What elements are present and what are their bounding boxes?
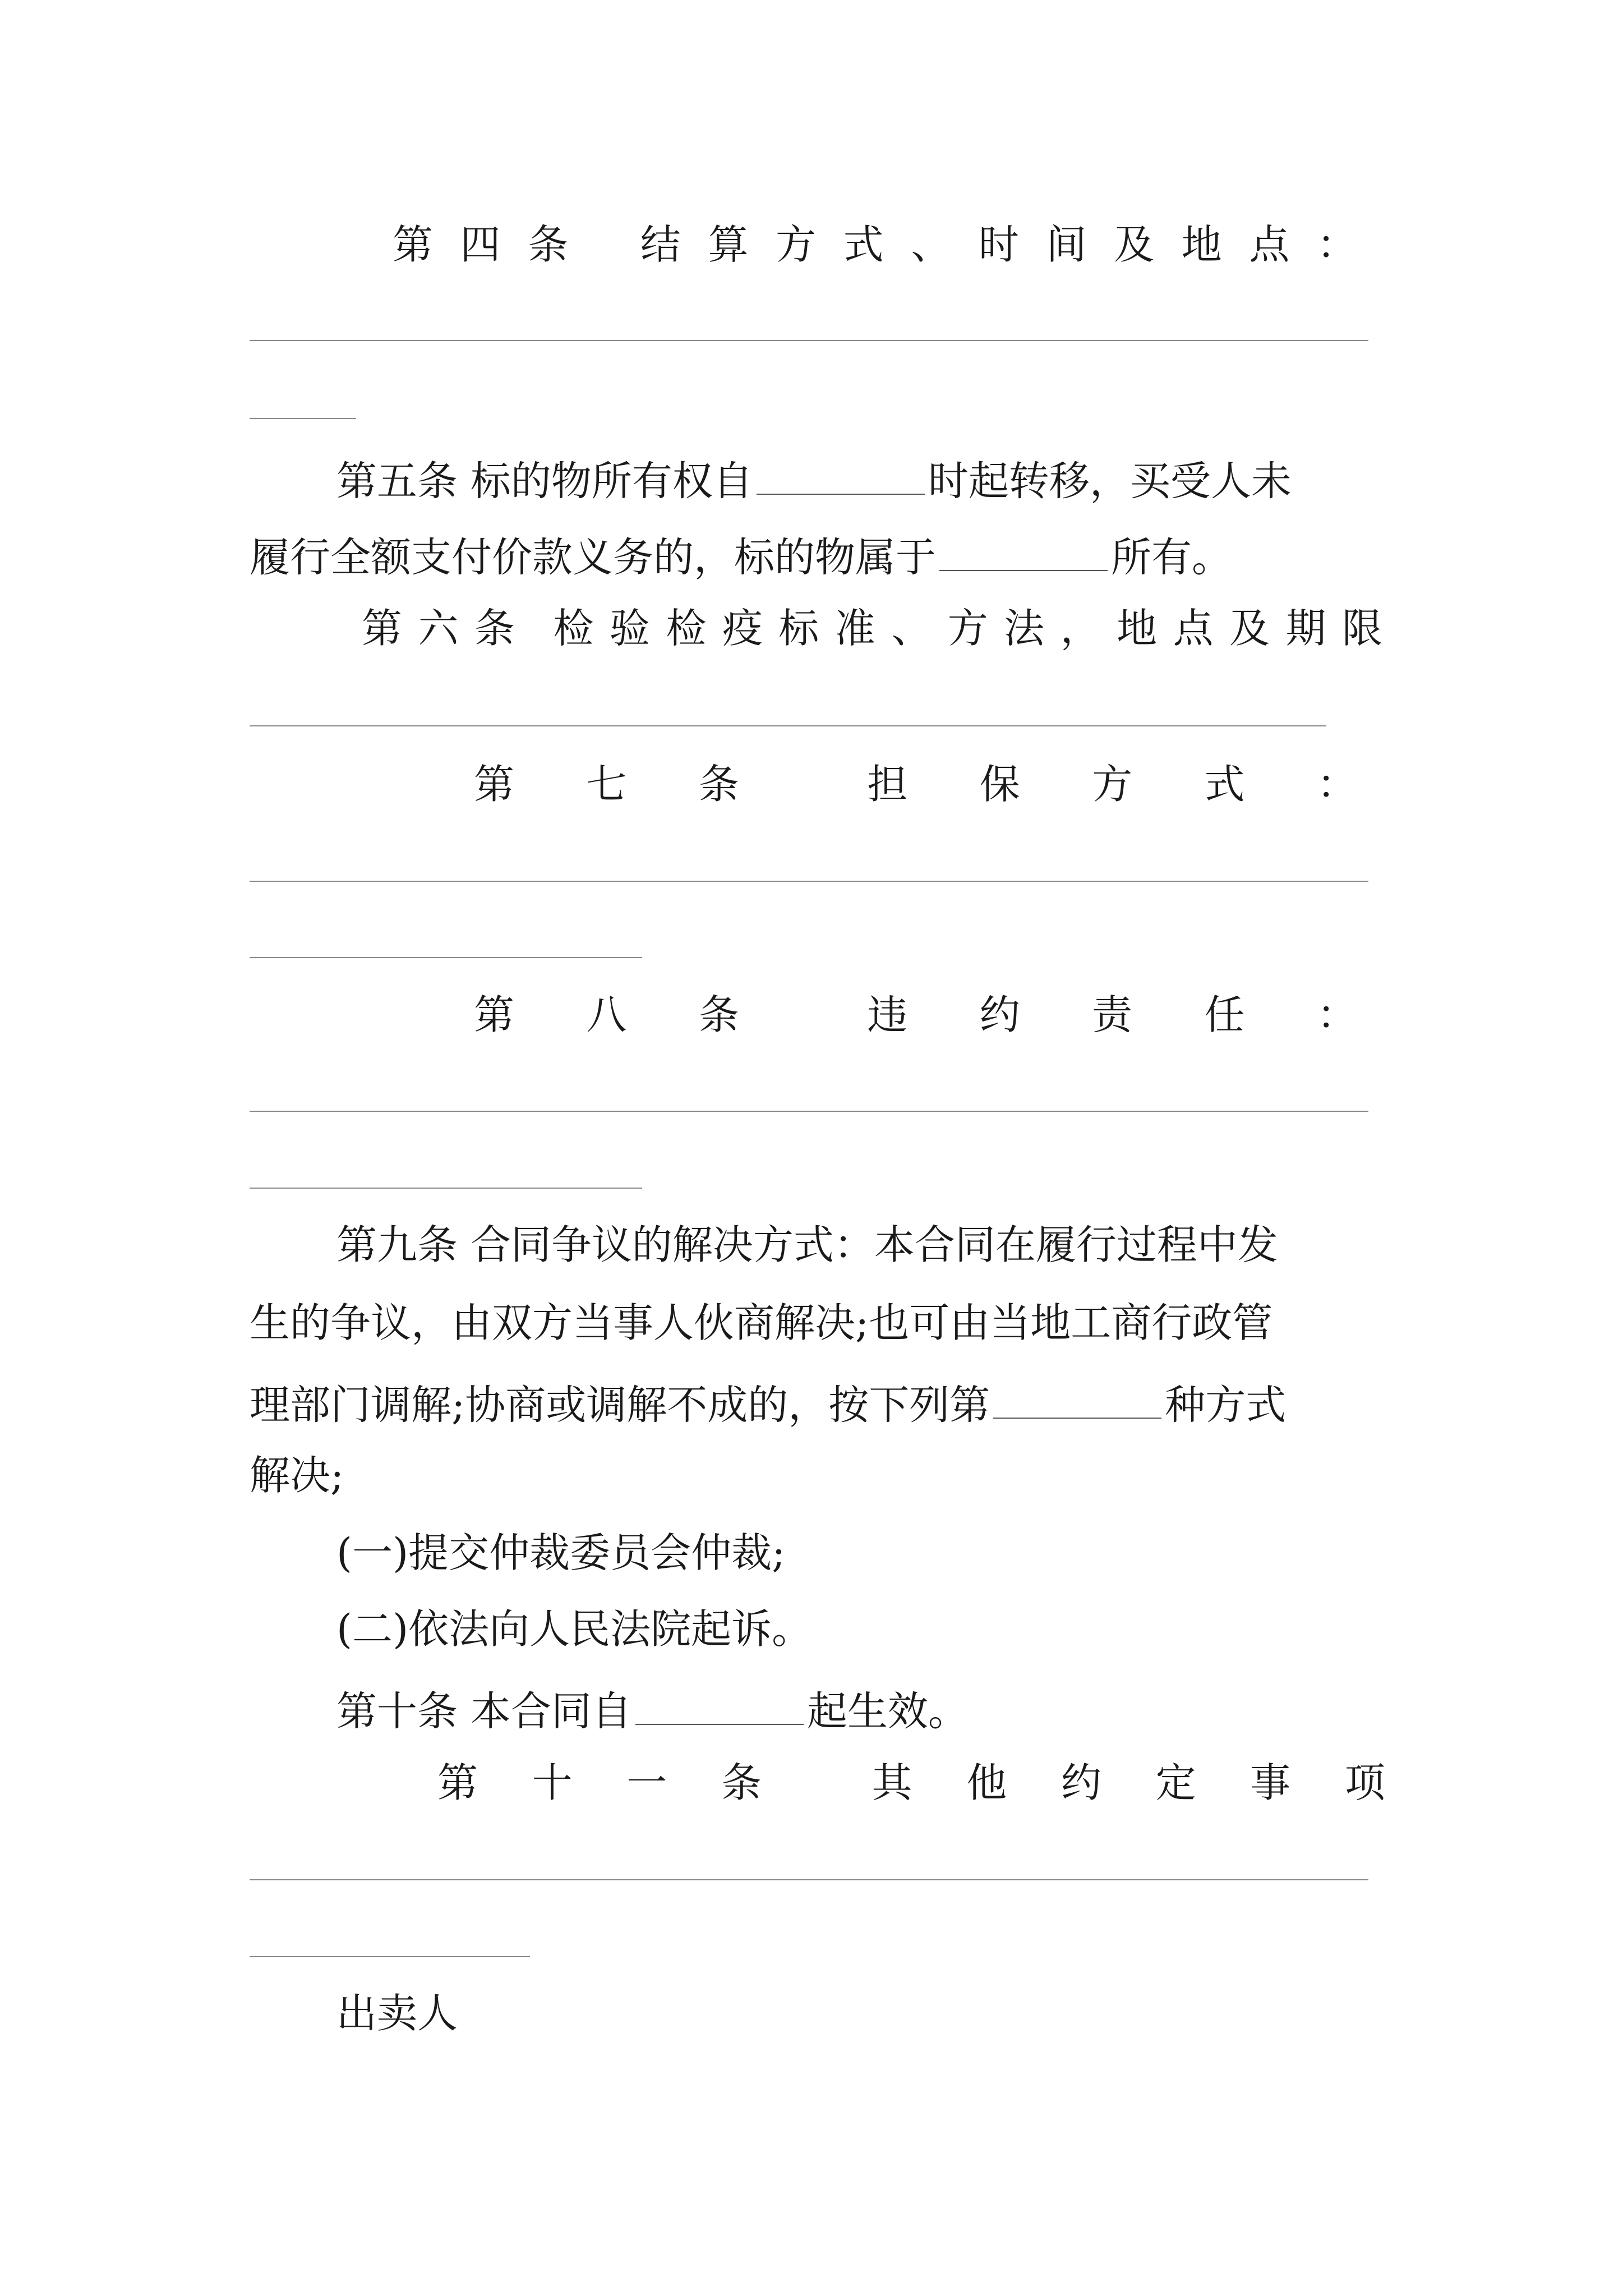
heading-char: 担 <box>867 761 908 808</box>
fill-in-rule <box>250 1879 1368 1880</box>
heading-char: 十 <box>532 1759 573 1806</box>
heading-char: 其 <box>872 1759 912 1806</box>
article5-line1: 第五条 标的物所有权自 时起转移，买受人未 <box>336 455 1292 501</box>
article9-line3: 理部门调解;协商或调解不成的，按下列第 种方式 <box>250 1379 1286 1425</box>
heading-char: 任 <box>1204 991 1245 1038</box>
blank-field[interactable] <box>993 1379 1161 1419</box>
heading-char: 条 <box>698 761 739 808</box>
heading-char: 间 <box>1046 221 1087 268</box>
heading-char: 方 <box>776 221 817 268</box>
heading-char: 第 <box>437 1759 478 1806</box>
heading-char: 方 <box>1092 761 1133 808</box>
heading-char: 约 <box>979 991 1020 1038</box>
heading-char: 第 <box>474 761 515 808</box>
heading-char: 式 <box>843 221 884 268</box>
heading-char: 项 <box>1344 1759 1385 1806</box>
heading-char: 时 <box>978 221 1019 268</box>
heading-char: 点 <box>1173 605 1214 652</box>
heading-char: 及 <box>1229 605 1270 652</box>
fill-in-rule <box>250 881 1368 882</box>
heading-char: 定 <box>1155 1759 1196 1806</box>
heading-char: 验 <box>609 605 650 652</box>
heading-char: 保 <box>979 761 1020 808</box>
heading-char: ， <box>1060 605 1101 652</box>
fill-in-rule <box>250 1188 642 1189</box>
heading-char: 地 <box>1181 221 1222 268</box>
heading-char: 违 <box>867 991 908 1038</box>
heading-char: 第 <box>474 991 515 1038</box>
blank-field[interactable] <box>939 532 1108 571</box>
seller-label: 出卖人 <box>336 1990 458 2037</box>
heading-char: 六 <box>418 605 459 652</box>
fill-in-rule <box>250 418 356 419</box>
article9-line1: 第九条 合同争议的解决方式：本合同在履行过程中发 <box>336 1221 1278 1268</box>
fill-in-rule <box>250 340 1368 341</box>
heading-char: 准 <box>834 605 875 652</box>
heading-char: 结 <box>640 221 681 268</box>
heading-char: 七 <box>586 761 627 808</box>
article4-heading <box>393 221 1357 268</box>
heading-char: 点 <box>1249 221 1290 268</box>
heading-char: 责 <box>1092 991 1133 1038</box>
heading-char: 检 <box>553 605 594 652</box>
article9-line4: 解决; <box>250 1452 344 1499</box>
heading-char: 第 <box>393 221 434 268</box>
article9-option2: (二)依法向人民法院起诉。 <box>336 1605 813 1653</box>
heading-char: 、 <box>891 605 932 652</box>
heading-char: 第 <box>362 605 403 652</box>
heading-char: 一 <box>626 1759 667 1806</box>
heading-char: 、 <box>911 221 952 268</box>
heading-char: 疫 <box>722 605 763 652</box>
fill-in-rule <box>250 1956 530 1957</box>
heading-char: ： <box>1316 221 1357 268</box>
article8-heading <box>474 991 1357 1038</box>
heading-char: 式 <box>1204 761 1245 808</box>
article9-line2: 生的争议，由双方当事人伙商解决;也可由当地工商行政管 <box>250 1299 1273 1346</box>
heading-char: 条 <box>474 605 515 652</box>
heading-char: 方 <box>947 605 988 652</box>
heading-char: 地 <box>1117 605 1158 652</box>
heading-char: 四 <box>460 221 501 268</box>
heading-char: 期 <box>1285 605 1326 652</box>
article11-heading <box>437 1759 1385 1806</box>
heading-char: ： <box>1316 991 1357 1038</box>
heading-char: 条 <box>721 1759 762 1806</box>
article9-option1: (一)提交仲裁委员会仲裁; <box>336 1529 786 1576</box>
fill-in-rule <box>250 725 1326 726</box>
article5-line2: 履行全额支付价款义务的，标的物属于 所有。 <box>250 532 1232 577</box>
heading-char: ： <box>1316 761 1357 808</box>
blank-field[interactable] <box>635 1686 804 1725</box>
fill-in-rule <box>250 957 642 958</box>
heading-char: 及 <box>1114 221 1155 268</box>
heading-char: 条 <box>698 991 739 1038</box>
heading-char: 限 <box>1341 605 1382 652</box>
heading-char: 约 <box>1061 1759 1101 1806</box>
heading-char: 标 <box>778 605 819 652</box>
article7-heading <box>474 761 1357 808</box>
article10-line: 第十条 本合同自 起生效。 <box>336 1686 969 1731</box>
heading-char: 事 <box>1250 1759 1291 1806</box>
heading-char: 他 <box>966 1759 1007 1806</box>
heading-char: 八 <box>586 991 627 1038</box>
heading-char: 算 <box>708 221 749 268</box>
fill-in-rule <box>250 1111 1368 1112</box>
heading-char: 条 <box>528 221 569 268</box>
blank-field[interactable] <box>757 455 925 495</box>
heading-char: 检 <box>666 605 707 652</box>
heading-char: 法 <box>1004 605 1045 652</box>
article6-heading <box>362 605 1382 652</box>
